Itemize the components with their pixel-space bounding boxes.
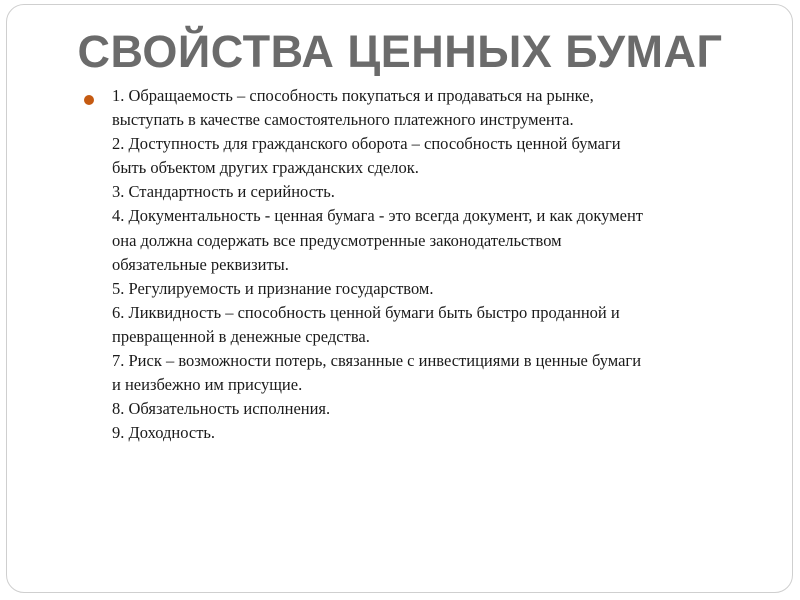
text-line: 1. Обращаемость – способность покупаться и продаваться на рынке, — [112, 86, 594, 105]
slide-title: СВОЙСТВА ЦЕННЫХ БУМАГ — [77, 26, 723, 77]
text-line: 4. Документальность - ценная бумага - это всегда документ, и как документ — [112, 206, 643, 226]
text-line: 8. Обязательность исполнения. — [112, 399, 331, 419]
text-line: и неизбежно им присущие. — [112, 375, 303, 395]
text-line: быть объектом других гражданских сделок. — [112, 158, 419, 178]
text-line: 3. Стандартность и серийность. — [112, 182, 335, 202]
text-line: выступать в качестве самостоятельного платежного инструмента. — [112, 110, 574, 130]
text-line: 7. Риск – возможности потерь, связанные с инвестициями в ценные бумаги — [112, 351, 642, 371]
text-line: 6. Ликвидность – способность ценной бумаги быть быстро проданной и — [112, 302, 620, 322]
bullet-text — [112, 84, 772, 445]
text-line: 9. Доходность. — [112, 423, 216, 443]
bullet-icon — [84, 95, 94, 105]
text-line: превращенной в денежные средства. — [112, 326, 370, 346]
text-line: 5. Регулируемость и признание государством. — [112, 278, 434, 298]
text-line: 2. Доступность для гражданского оборота – способность ценной бумаги — [112, 134, 621, 154]
text-line: она должна содержать все предусмотренные законодательством — [112, 230, 562, 250]
text-line: обязательные реквизиты. — [112, 254, 289, 274]
